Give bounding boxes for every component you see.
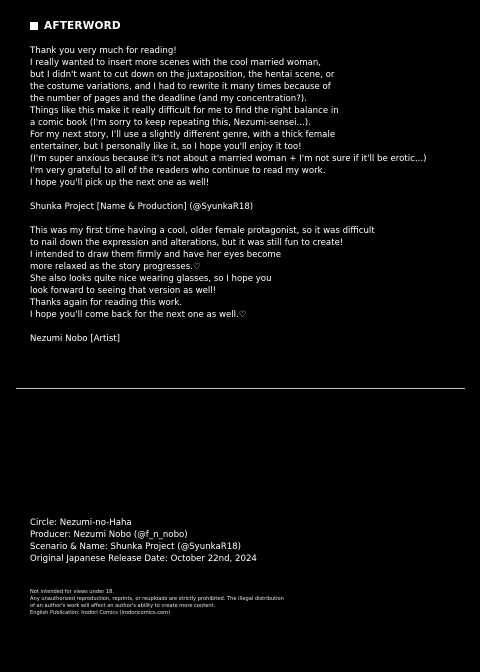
text-line: the costume variations, and I had to rewrite it many times because of: [30, 82, 331, 92]
afterword-paragraph-2: [30, 225, 470, 321]
afterword-signature-2: [30, 333, 470, 345]
afterword-paragraph-1: [30, 45, 470, 189]
text-line: This was my first time having a cool, older female protagonist, so it was difficult: [30, 226, 375, 236]
text-line: Thank you very much for reading!: [30, 46, 177, 56]
text-line: entertainer, but I personally like it, so I hope you'll enjoy it too!: [30, 142, 302, 152]
legal-notice: [30, 589, 284, 617]
text-line: I intended to draw them firmly and have her eyes become: [30, 250, 282, 260]
filled-square-icon: [30, 22, 38, 30]
circle-credit: Circle: Nezumi-no-Haha: [30, 518, 132, 528]
text-line: I hope you'll pick up the next one as well!: [30, 178, 210, 188]
text-line: (I'm super anxious because it's not about a married woman + I'm not sure if it'll be erotic...): [30, 154, 427, 164]
text-line: more relaxed as the story progresses.♡: [30, 262, 201, 272]
legal-line: English Publication: Irodori Comics (irodoricomics.com): [30, 610, 171, 616]
credits-block: [30, 517, 257, 565]
producer-credit: Producer: Nezumi Nobo (@f_n_nobo): [30, 530, 188, 540]
text-line: I hope you'll come back for the next one as well.♡: [30, 310, 247, 320]
author-signature: Shunka Project [Name & Production] (@SyunkaR18): [30, 202, 254, 212]
scenario-credit: Scenario & Name: Shunka Project (@SyunkaR18): [30, 542, 241, 552]
text-line: the number of pages and the deadline (and my concentration?).: [30, 94, 307, 104]
afterword-header: [30, 20, 121, 32]
text-line: but I didn't want to cut down on the juxtaposition, the hentai scene, or: [30, 70, 335, 80]
text-line: look forward to seeing that version as well!: [30, 286, 217, 296]
text-line: Things like this make it really difficult for me to find the right balance in: [30, 106, 339, 116]
text-line: For my next story, I'll use a slightly different genre, with a thick female: [30, 130, 336, 140]
legal-line: Not intended for views under 18.: [30, 589, 115, 595]
afterword-body: [30, 45, 470, 357]
legal-line: of an author's work will affect an author's ability to create more content.: [30, 603, 216, 609]
text-line: I really wanted to insert more scenes with the cool married woman,: [30, 58, 322, 68]
text-line: She also looks quite nice wearing glasses, so I hope you: [30, 274, 272, 284]
afterword-signature-1: [30, 201, 470, 213]
text-line: to nail down the expression and alterations, but it was still fun to create!: [30, 238, 344, 248]
text-line: I'm very grateful to all of the readers who continue to read my work.: [30, 166, 326, 176]
page-title: AFTERWORD: [44, 20, 121, 32]
section-divider: [16, 388, 465, 389]
release-date: Original Japanese Release Date: October 22nd, 2024: [30, 554, 257, 564]
artist-signature: Nezumi Nobo [Artist]: [30, 334, 121, 344]
text-line: Thanks again for reading this work.: [30, 298, 183, 308]
text-line: a comic book (I'm sorry to keep repeating this, Nezumi-sensei...).: [30, 118, 311, 128]
legal-line: Any unauthorized reproduction, reprints, or reuploads are strictly prohibited. The illegal distribution: [30, 596, 284, 602]
